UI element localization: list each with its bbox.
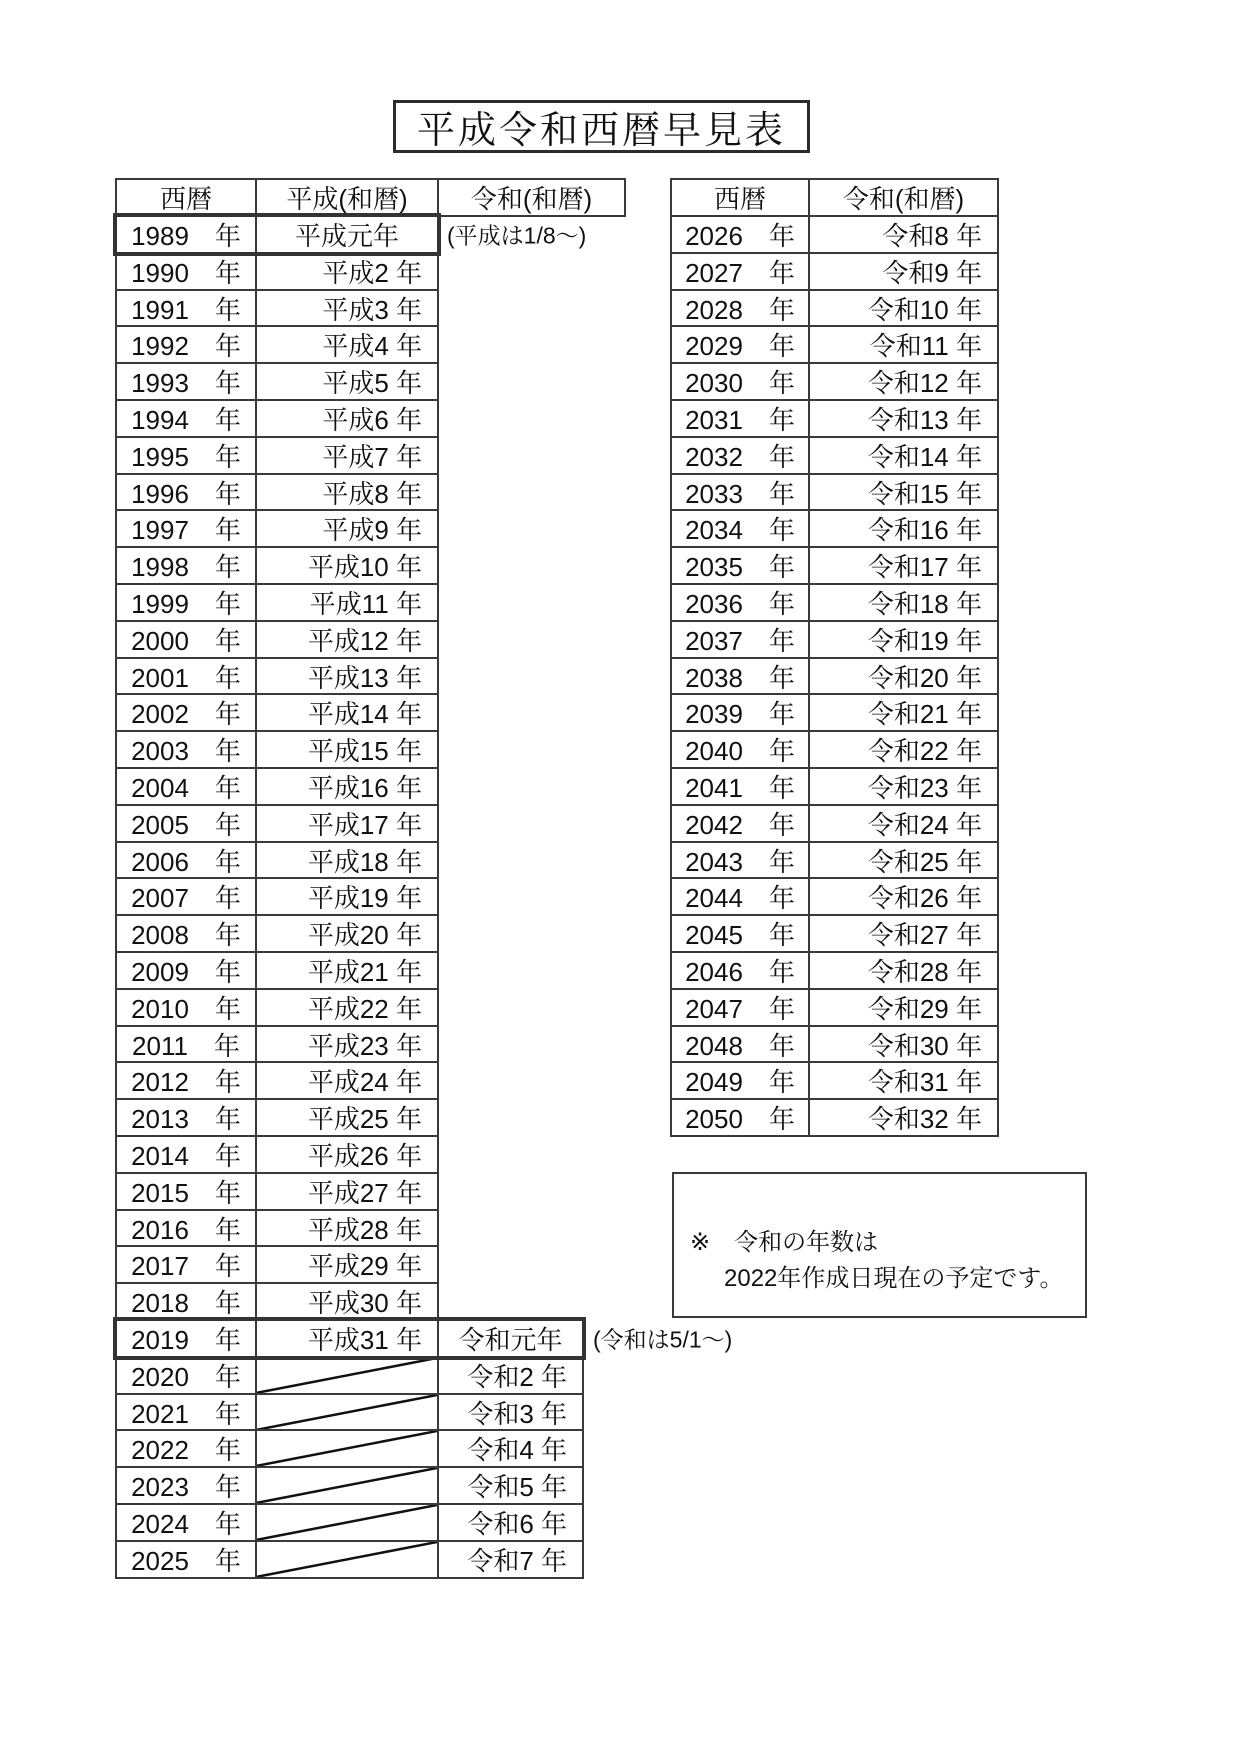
cell-reiwa-2047: 令和29 年	[808, 988, 999, 1027]
cell-west-2024: 2024 年	[115, 1503, 257, 1542]
cell-heisei-1994: 平成6 年	[255, 399, 439, 438]
diagonal-strike-line	[257, 1395, 437, 1430]
cell-heisei-1997: 平成9 年	[255, 509, 439, 548]
cell-heisei-1996: 平成8 年	[255, 473, 439, 512]
cell-reiwa-2030: 令和12 年	[808, 362, 999, 401]
cell-reiwa-2033: 令和15 年	[808, 473, 999, 512]
left-table-header-heisei: 平成(和暦)	[255, 178, 439, 217]
cell-heisei-2024	[255, 1503, 439, 1542]
cell-west-2026: 2026 年	[670, 215, 810, 254]
page-title-box	[393, 100, 810, 153]
cell-west-1991: 1991 年	[115, 289, 257, 328]
cell-reiwa-2035: 令和17 年	[808, 546, 999, 585]
cell-west-2006: 2006 年	[115, 841, 257, 880]
cell-west-2017: 2017 年	[115, 1245, 257, 1284]
cell-west-2000: 2000 年	[115, 620, 257, 659]
cell-west-1994: 1994 年	[115, 399, 257, 438]
cell-west-2019: 2019 年	[115, 1319, 257, 1358]
cell-reiwa-2024: 令和6 年	[437, 1503, 584, 1542]
cell-west-2035: 2035 年	[670, 546, 810, 585]
cell-west-2015: 2015 年	[115, 1172, 257, 1211]
cell-reiwa-2025: 令和7 年	[437, 1540, 584, 1579]
cell-heisei-2023	[255, 1466, 439, 1505]
cell-west-2041: 2041 年	[670, 767, 810, 806]
cell-heisei-2018: 平成30 年	[255, 1282, 439, 1321]
cell-heisei-2011: 平成23 年	[255, 1025, 439, 1064]
cell-west-2036: 2036 年	[670, 583, 810, 622]
cell-west-2020: 2020 年	[115, 1356, 257, 1395]
cell-west-2033: 2033 年	[670, 473, 810, 512]
cell-west-1990: 1990 年	[115, 252, 257, 291]
cell-west-2012: 2012 年	[115, 1061, 257, 1100]
cell-west-2028: 2028 年	[670, 289, 810, 328]
right-table-header-reiwa: 令和(和暦)	[808, 178, 999, 217]
cell-west-2025: 2025 年	[115, 1540, 257, 1579]
cell-reiwa-2049: 令和31 年	[808, 1061, 999, 1100]
cell-reiwa-2022: 令和4 年	[437, 1429, 584, 1468]
cell-west-2021: 2021 年	[115, 1393, 257, 1432]
cell-heisei-1991: 平成3 年	[255, 289, 439, 328]
cell-reiwa-2023: 令和5 年	[437, 1466, 584, 1505]
cell-heisei-1992: 平成4 年	[255, 325, 439, 364]
note-line-1: ※ 令和の年数は	[690, 1229, 879, 1256]
cell-west-2046: 2046 年	[670, 951, 810, 990]
cell-west-2037: 2037 年	[670, 620, 810, 659]
cell-west-2031: 2031 年	[670, 399, 810, 438]
cell-west-2005: 2005 年	[115, 804, 257, 843]
cell-heisei-2022	[255, 1429, 439, 1468]
cell-west-2008: 2008 年	[115, 914, 257, 953]
cell-west-2032: 2032 年	[670, 436, 810, 475]
cell-west-2022: 2022 年	[115, 1429, 257, 1468]
cell-heisei-1989: 平成元年	[255, 215, 439, 254]
cell-heisei-1995: 平成7 年	[255, 436, 439, 475]
cell-west-1995: 1995 年	[115, 436, 257, 475]
cell-west-1989: 1989 年	[115, 215, 257, 254]
cell-reiwa-2031: 令和13 年	[808, 399, 999, 438]
cell-west-1996: 1996 年	[115, 473, 257, 512]
cell-heisei-2007: 平成19 年	[255, 877, 439, 916]
cell-west-2004: 2004 年	[115, 767, 257, 806]
cell-reiwa-2050: 令和32 年	[808, 1098, 999, 1137]
cell-west-2014: 2014 年	[115, 1135, 257, 1174]
cell-heisei-2001: 平成13 年	[255, 657, 439, 696]
cell-west-2040: 2040 年	[670, 730, 810, 769]
note-box	[672, 1172, 1087, 1318]
cell-west-2016: 2016 年	[115, 1209, 257, 1248]
right-table-header-west: 西暦	[670, 178, 810, 217]
cell-reiwa-2029: 令和11 年	[808, 325, 999, 364]
cell-heisei-2014: 平成26 年	[255, 1135, 439, 1174]
diagonal-strike-line	[257, 1468, 437, 1503]
cell-reiwa-2040: 令和22 年	[808, 730, 999, 769]
cell-west-2010: 2010 年	[115, 988, 257, 1027]
cell-west-2029: 2029 年	[670, 325, 810, 364]
cell-heisei-2012: 平成24 年	[255, 1061, 439, 1100]
cell-west-2002: 2002 年	[115, 693, 257, 732]
cell-west-2030: 2030 年	[670, 362, 810, 401]
cell-reiwa-2041: 令和23 年	[808, 767, 999, 806]
cell-heisei-2004: 平成16 年	[255, 767, 439, 806]
cell-west-2048: 2048 年	[670, 1025, 810, 1064]
cell-west-2039: 2039 年	[670, 693, 810, 732]
cell-west-2007: 2007 年	[115, 877, 257, 916]
cell-west-2003: 2003 年	[115, 730, 257, 769]
cell-reiwa-2043: 令和25 年	[808, 841, 999, 880]
cell-reiwa-2038: 令和20 年	[808, 657, 999, 696]
cell-reiwa-2037: 令和19 年	[808, 620, 999, 659]
cell-heisei-2009: 平成21 年	[255, 951, 439, 990]
cell-west-2027: 2027 年	[670, 252, 810, 291]
cell-heisei-1998: 平成10 年	[255, 546, 439, 585]
left-table-header-west: 西暦	[115, 178, 257, 217]
cell-west-2042: 2042 年	[670, 804, 810, 843]
cell-heisei-2013: 平成25 年	[255, 1098, 439, 1137]
cell-reiwa-2032: 令和14 年	[808, 436, 999, 475]
cell-west-2049: 2049 年	[670, 1061, 810, 1100]
cell-west-2001: 2001 年	[115, 657, 257, 696]
cell-heisei-2003: 平成15 年	[255, 730, 439, 769]
diagonal-strike-line	[257, 1542, 437, 1577]
cell-west-1999: 1999 年	[115, 583, 257, 622]
era-start-note-2019: (令和は5/1～)	[593, 1326, 733, 1353]
cell-heisei-2020	[255, 1356, 439, 1395]
cell-heisei-1993: 平成5 年	[255, 362, 439, 401]
cell-heisei-2002: 平成14 年	[255, 693, 439, 732]
cell-west-2009: 2009 年	[115, 951, 257, 990]
cell-reiwa-2026: 令和8 年	[808, 215, 999, 254]
cell-west-2018: 2018 年	[115, 1282, 257, 1321]
cell-heisei-2019: 平成31 年	[255, 1319, 439, 1358]
cell-west-1993: 1993 年	[115, 362, 257, 401]
cell-heisei-1999: 平成11 年	[255, 583, 439, 622]
cell-reiwa-2027: 令和9 年	[808, 252, 999, 291]
diagonal-strike-line	[257, 1505, 437, 1540]
cell-heisei-2015: 平成27 年	[255, 1172, 439, 1211]
diagonal-strike-line	[257, 1358, 437, 1393]
cell-reiwa-2039: 令和21 年	[808, 693, 999, 732]
cell-heisei-1990: 平成2 年	[255, 252, 439, 291]
cell-reiwa-2036: 令和18 年	[808, 583, 999, 622]
cell-reiwa-2034: 令和16 年	[808, 509, 999, 548]
cell-heisei-2008: 平成20 年	[255, 914, 439, 953]
cell-heisei-2005: 平成17 年	[255, 804, 439, 843]
cell-west-2047: 2047 年	[670, 988, 810, 1027]
cell-reiwa-2042: 令和24 年	[808, 804, 999, 843]
cell-west-2023: 2023 年	[115, 1466, 257, 1505]
era-start-note-1989: (平成は1/8～)	[447, 222, 587, 249]
cell-west-1998: 1998 年	[115, 546, 257, 585]
cell-reiwa-2020: 令和2 年	[437, 1356, 584, 1395]
cell-west-2045: 2045 年	[670, 914, 810, 953]
cell-heisei-2010: 平成22 年	[255, 988, 439, 1027]
cell-west-1992: 1992 年	[115, 325, 257, 364]
left-table-header-reiwa: 令和(和暦)	[437, 178, 626, 217]
cell-reiwa-2028: 令和10 年	[808, 289, 999, 328]
cell-west-2044: 2044 年	[670, 877, 810, 916]
cell-west-2038: 2038 年	[670, 657, 810, 696]
cell-west-2043: 2043 年	[670, 841, 810, 880]
cell-west-1997: 1997 年	[115, 509, 257, 548]
note-line-2: 2022年作成日現在の予定です。	[724, 1265, 1064, 1292]
cell-heisei-2021	[255, 1393, 439, 1432]
diagonal-strike-line	[257, 1431, 437, 1466]
cell-heisei-2017: 平成29 年	[255, 1245, 439, 1284]
cell-heisei-2025	[255, 1540, 439, 1579]
cell-reiwa-2046: 令和28 年	[808, 951, 999, 990]
cell-heisei-2016: 平成28 年	[255, 1209, 439, 1248]
cell-reiwa-2048: 令和30 年	[808, 1025, 999, 1064]
cell-west-2050: 2050 年	[670, 1098, 810, 1137]
cell-heisei-2006: 平成18 年	[255, 841, 439, 880]
cell-heisei-2000: 平成12 年	[255, 620, 439, 659]
cell-west-2011: 2011 年	[115, 1025, 257, 1064]
cell-reiwa-2045: 令和27 年	[808, 914, 999, 953]
cell-reiwa-2044: 令和26 年	[808, 877, 999, 916]
cell-west-2013: 2013 年	[115, 1098, 257, 1137]
cell-west-2034: 2034 年	[670, 509, 810, 548]
cell-reiwa-2019: 令和元年	[437, 1319, 584, 1358]
cell-reiwa-2021: 令和3 年	[437, 1393, 584, 1432]
page-title: 平成令和西暦早見表	[416, 110, 786, 152]
